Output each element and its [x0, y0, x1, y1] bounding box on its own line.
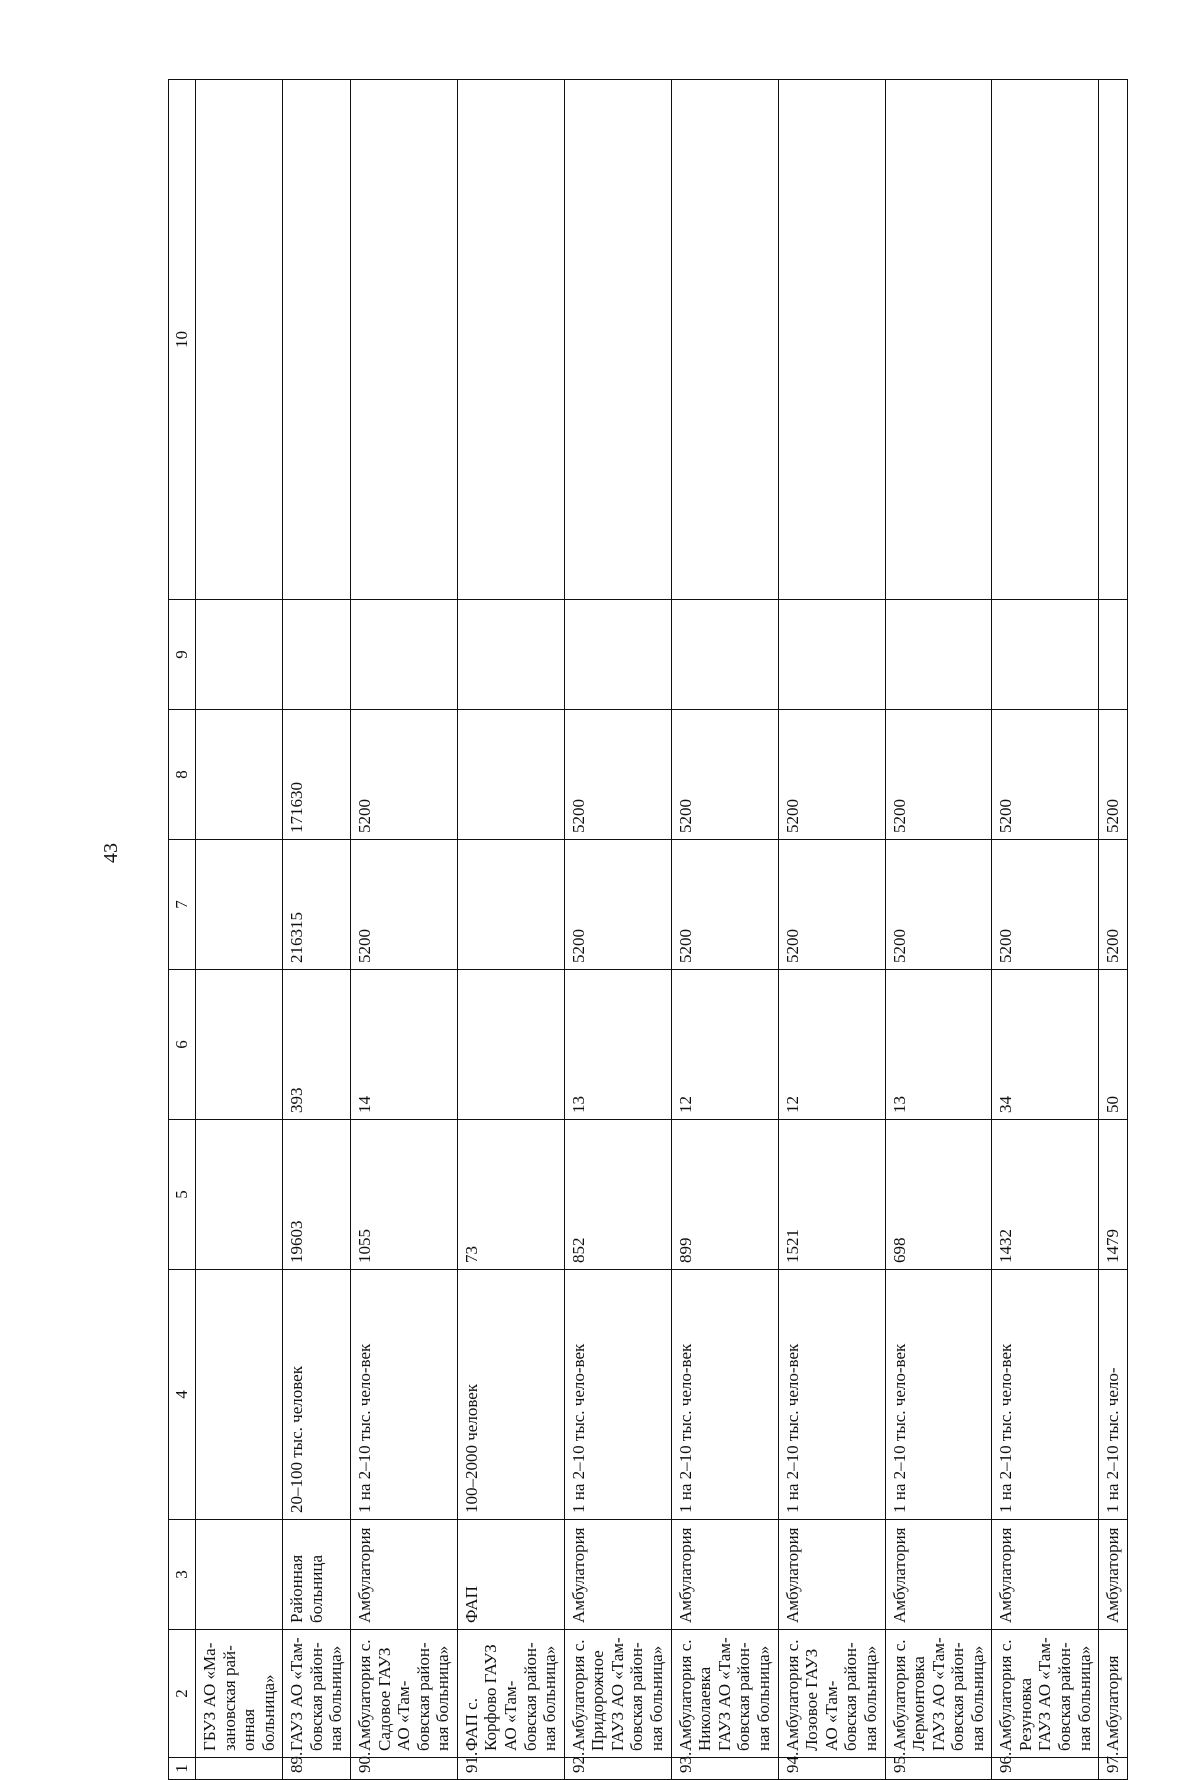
table-cell-col-3: Амбулатория	[992, 1520, 1099, 1630]
table-cell-col-2: ФАП с. Корфово ГАУЗ АО «Там-бовская район-ная больница»	[457, 1630, 564, 1758]
table-cell-col-7: 5200	[1099, 840, 1128, 970]
table-cell-col-1: 90.	[351, 1758, 458, 1780]
table-cell-col-1	[196, 1758, 283, 1780]
table-cell-col-1: 92.	[564, 1758, 671, 1780]
table-cell-col-9	[885, 600, 992, 710]
table-row	[283, 80, 351, 1780]
table-cell-col-7: 5200	[351, 840, 458, 970]
table-cell-col-7: 5200	[778, 840, 885, 970]
column-header-5: 5	[169, 1120, 196, 1270]
table-row	[564, 80, 671, 1780]
table-cell-col-7: 5200	[992, 840, 1099, 970]
table-cell-col-2: Амбулатория	[1099, 1630, 1128, 1758]
table-cell-col-7: 5200	[671, 840, 778, 970]
table-cell-col-2: Амбулатория с. Лермонтовка ГАУЗ АО «Там-бовская район-ная больница»	[885, 1630, 992, 1758]
table-cell-col-10	[778, 80, 885, 600]
column-header-8: 8	[169, 710, 196, 840]
table-cell-col-4: 1 на 2–10 тыс. чело-век	[564, 1270, 671, 1520]
table-cell-col-4: 100–2000 человек	[457, 1270, 564, 1520]
header-row	[169, 80, 196, 1780]
table-cell-col-1: 94.	[778, 1758, 885, 1780]
table-cell-col-6	[196, 970, 283, 1120]
table-row	[1099, 80, 1128, 1780]
table-cell-col-10	[1099, 80, 1128, 600]
table-cell-col-8	[457, 710, 564, 840]
table-cell-col-3: Амбулатория	[1099, 1520, 1128, 1630]
table-cell-col-5: 19603	[283, 1120, 351, 1270]
table-cell-col-10	[283, 80, 351, 600]
column-header-3: 3	[169, 1520, 196, 1630]
table-cell-col-6: 12	[778, 970, 885, 1120]
table-cell-col-3: Амбулатория	[885, 1520, 992, 1630]
column-header-4: 4	[169, 1270, 196, 1520]
table-cell-col-8: 5200	[1099, 710, 1128, 840]
table-cell-col-9	[457, 600, 564, 710]
table-cell-col-4: 1 на 2–10 тыс. чело-век	[351, 1270, 458, 1520]
column-header-2: 2	[169, 1630, 196, 1758]
table-cell-col-3: Амбулатория	[671, 1520, 778, 1630]
table-cell-col-5: 1055	[351, 1120, 458, 1270]
table-cell-col-3: ФАП	[457, 1520, 564, 1630]
table-row	[457, 80, 564, 1780]
table-cell-col-8: 5200	[564, 710, 671, 840]
column-header-9: 9	[169, 600, 196, 710]
table-cell-col-3: Амбулатория	[351, 1520, 458, 1630]
table-cell-col-1: 95.	[885, 1758, 992, 1780]
table-cell-col-9	[1099, 600, 1128, 710]
table-cell-col-9	[351, 600, 458, 710]
table-cell-col-4: 1 на 2–10 тыс. чело-	[1099, 1270, 1128, 1520]
table-cell-col-6	[457, 970, 564, 1120]
table-cell-col-10	[564, 80, 671, 600]
table-cell-col-7: 216315	[283, 840, 351, 970]
table-cell-col-1: 91.	[457, 1758, 564, 1780]
table-cell-col-9	[778, 600, 885, 710]
table-row	[351, 80, 458, 1780]
table-cell-col-10	[457, 80, 564, 600]
table-cell-col-9	[992, 600, 1099, 710]
table-cell-col-7: 5200	[564, 840, 671, 970]
table-cell-col-8	[196, 710, 283, 840]
data-table	[168, 79, 1128, 1780]
table-cell-col-1: 89.	[283, 1758, 351, 1780]
table-cell-col-8: 5200	[992, 710, 1099, 840]
table-row	[992, 80, 1099, 1780]
table-cell-col-5: 852	[564, 1120, 671, 1270]
table-row	[778, 80, 885, 1780]
column-header-1: 1	[169, 1758, 196, 1780]
table-cell-col-4: 1 на 2–10 тыс. чело-век	[885, 1270, 992, 1520]
table-row	[196, 80, 283, 1780]
table-cell-col-6: 14	[351, 970, 458, 1120]
table-cell-col-6: 393	[283, 970, 351, 1120]
table-cell-col-2: Амбулатория с. Лозовое ГАУЗ АО «Там-бовская район-ная больница»	[778, 1630, 885, 1758]
table-cell-col-8: 171630	[283, 710, 351, 840]
table-cell-col-5	[196, 1120, 283, 1270]
table-cell-col-5: 1521	[778, 1120, 885, 1270]
table-cell-col-9	[564, 600, 671, 710]
table-cell-col-2: Амбулатория с. Резуновка ГАУЗ АО «Там-бовская район-ная больница»	[992, 1630, 1099, 1758]
table-cell-col-5: 1432	[992, 1120, 1099, 1270]
table-cell-col-4: 1 на 2–10 тыс. чело-век	[778, 1270, 885, 1520]
table-cell-col-8: 5200	[778, 710, 885, 840]
table-cell-col-5: 899	[671, 1120, 778, 1270]
table-cell-col-1: 96.	[992, 1758, 1099, 1780]
page-number: 43	[100, 843, 122, 863]
table-cell-col-10	[196, 80, 283, 600]
table-row	[671, 80, 778, 1780]
table-cell-col-2: ГБУЗ АО «Ма-зановская рай-онная больница»	[196, 1630, 283, 1758]
table-cell-col-2: Амбулатория с. Придорожное ГАУЗ АО «Там-бовская район-ная больница»	[564, 1630, 671, 1758]
table-cell-col-1: 97.	[1099, 1758, 1128, 1780]
rotated-table-wrapper	[168, 80, 1128, 1780]
table-cell-col-9	[283, 600, 351, 710]
table-cell-col-3: Районная больница	[283, 1520, 351, 1630]
table-cell-col-4: 1 на 2–10 тыс. чело-век	[992, 1270, 1099, 1520]
table-cell-col-10	[671, 80, 778, 600]
table-cell-col-6: 12	[671, 970, 778, 1120]
table-cell-col-7	[457, 840, 564, 970]
table-cell-col-6: 13	[885, 970, 992, 1120]
table-cell-col-4: 20–100 тыс. человек	[283, 1270, 351, 1520]
table-cell-col-8: 5200	[351, 710, 458, 840]
table-cell-col-6: 34	[992, 970, 1099, 1120]
table-row	[885, 80, 992, 1780]
table-cell-col-8: 5200	[885, 710, 992, 840]
column-header-7: 7	[169, 840, 196, 970]
table-cell-col-9	[196, 600, 283, 710]
table-cell-col-6: 13	[564, 970, 671, 1120]
table-cell-col-2: Амбулатория с. Садовое ГАУЗ АО «Там-бовская район-ная больница»	[351, 1630, 458, 1758]
table-cell-col-4: 1 на 2–10 тыс. чело-век	[671, 1270, 778, 1520]
table-cell-col-5: 73	[457, 1120, 564, 1270]
table-cell-col-10	[885, 80, 992, 600]
table-cell-col-7	[196, 840, 283, 970]
table-cell-col-9	[671, 600, 778, 710]
column-header-10: 10	[169, 80, 196, 600]
column-header-6: 6	[169, 970, 196, 1120]
table-cell-col-1: 93.	[671, 1758, 778, 1780]
table-cell-col-5: 1479	[1099, 1120, 1128, 1270]
table-cell-col-8: 5200	[671, 710, 778, 840]
table-cell-col-3: Амбулатория	[564, 1520, 671, 1630]
table-cell-col-2: Амбулатория с. Николаевка ГАУЗ АО «Там-бовская район-ная больница»	[671, 1630, 778, 1758]
table-cell-col-2: ГАУЗ АО «Там-бовская район-ная больница»	[283, 1630, 351, 1758]
table-cell-col-3	[196, 1520, 283, 1630]
table-cell-col-5: 698	[885, 1120, 992, 1270]
table-cell-col-6: 50	[1099, 970, 1128, 1120]
table-cell-col-4	[196, 1270, 283, 1520]
table-cell-col-3: Амбулатория	[778, 1520, 885, 1630]
table-cell-col-10	[992, 80, 1099, 600]
table-cell-col-10	[351, 80, 458, 600]
table-cell-col-7: 5200	[885, 840, 992, 970]
